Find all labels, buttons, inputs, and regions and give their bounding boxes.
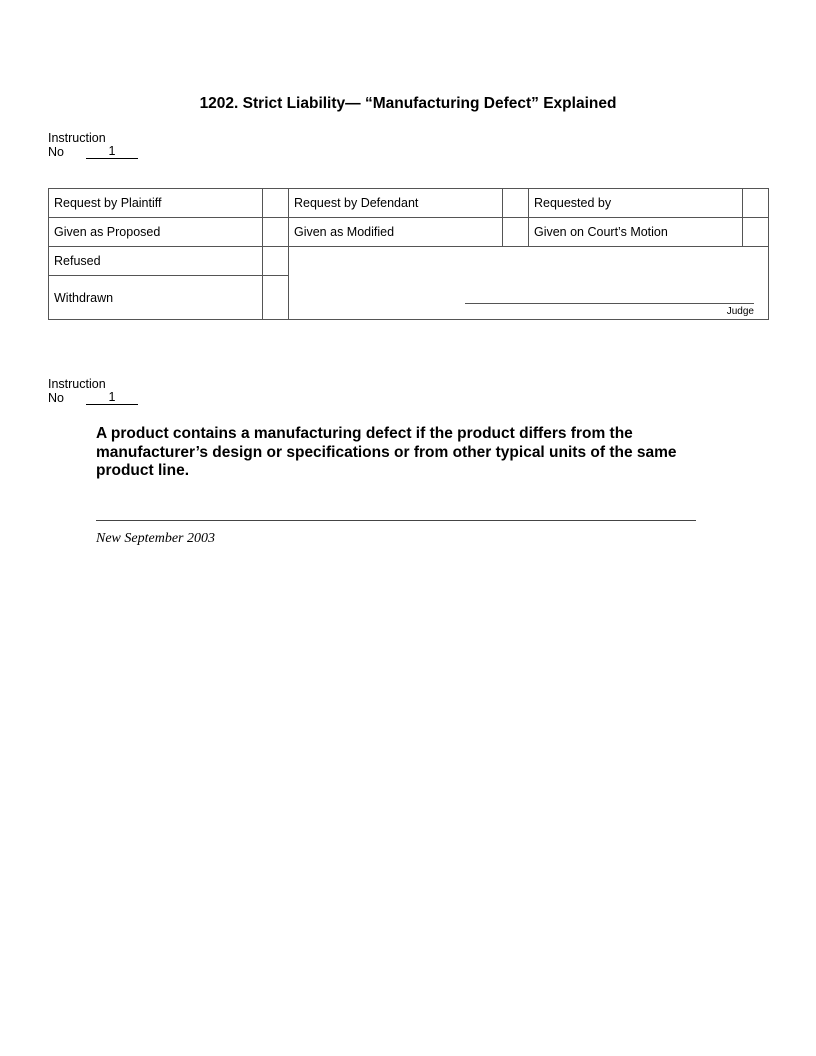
table-row [49,189,769,218]
request-by-defendant-checkbox[interactable] [503,189,529,218]
request-by-plaintiff-checkbox[interactable] [263,189,289,218]
instruction-number-block-top [48,131,138,159]
requested-by-checkbox[interactable] [743,189,769,218]
instruction-no-label: No [48,391,64,405]
request-by-plaintiff-label: Request by Plaintiff [49,189,263,218]
table-row [49,247,769,276]
given-as-modified-checkbox[interactable] [503,218,529,247]
given-as-modified-label: Given as Modified [288,218,502,247]
withdrawn-label: Withdrawn [49,276,263,320]
instruction-number-block-bottom [48,377,138,405]
instruction-no-label: No [48,145,64,159]
judge-label: Judge [726,306,754,317]
instruction-label: Instruction [48,377,106,391]
instruction-no-row [48,145,138,159]
withdrawn-checkbox[interactable] [263,276,289,320]
instruction-no-value: 1 [86,145,138,159]
request-status-table [48,188,769,320]
given-as-proposed-checkbox[interactable] [263,218,289,247]
request-by-defendant-label: Request by Defendant [288,189,502,218]
source-note: New September 2003 [96,531,215,546]
table-row [49,218,769,247]
given-on-courts-motion-label: Given on Court’s Motion [528,218,742,247]
given-on-courts-motion-checkbox[interactable] [743,218,769,247]
refused-label: Refused [49,247,263,276]
instruction-no-value: 1 [86,391,138,405]
judge-signature-area [288,247,768,320]
divider [96,520,696,521]
given-as-proposed-label: Given as Proposed [49,218,263,247]
requested-by-label: Requested by [528,189,742,218]
instruction-no-row [48,391,138,405]
instruction-body-text: A product contains a manufacturing defect if the product differs from the manufacturer’s design or specifications or from other typical units of the same product line. [96,425,677,479]
judge-signature-line[interactable] [465,303,754,304]
page-title: 1202. Strict Liability— “Manufacturing Defect” Explained [199,95,617,112]
refused-checkbox[interactable] [263,247,289,276]
instruction-label: Instruction [48,131,106,145]
